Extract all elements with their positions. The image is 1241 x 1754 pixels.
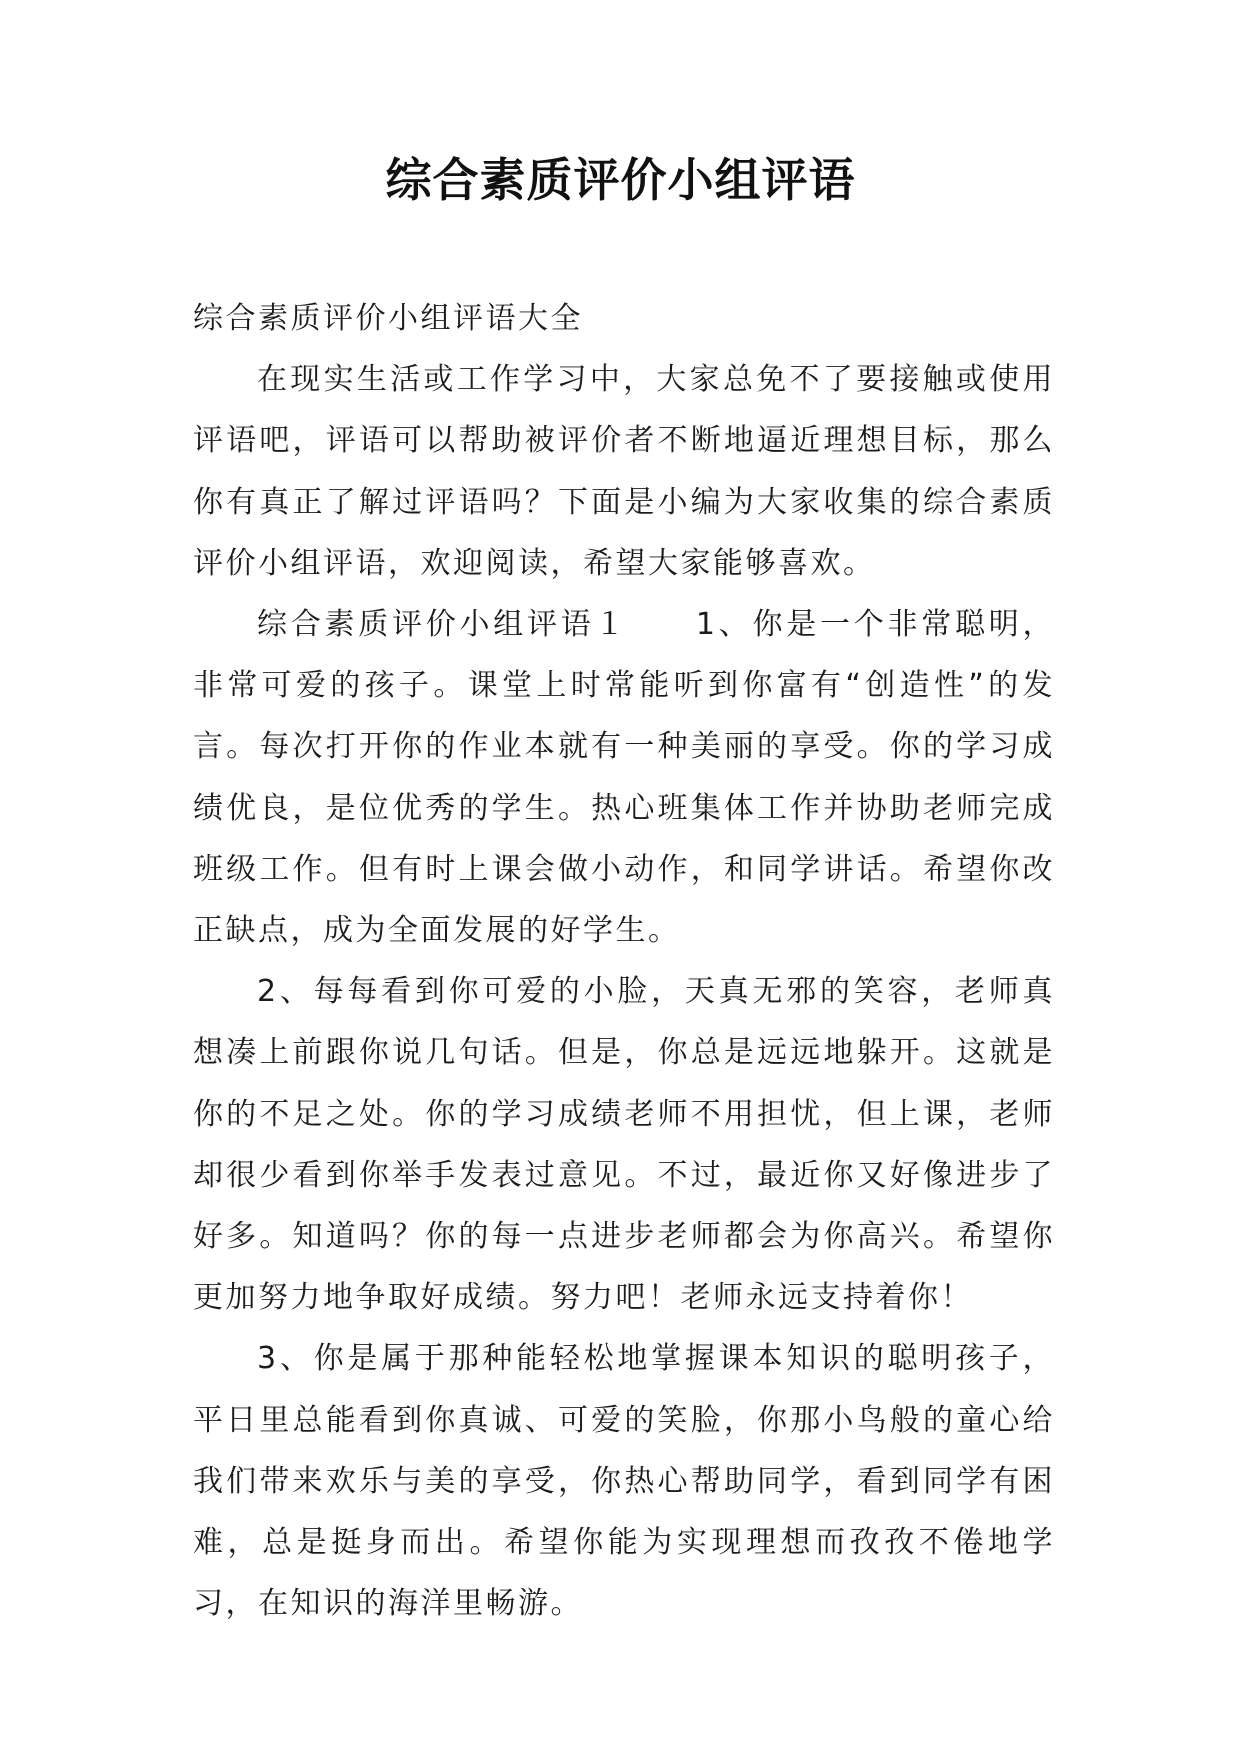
document-subtitle: 综合素质评价小组评语大全 (193, 301, 583, 336)
paragraph-comment-3: 3、你是属于那种能轻松地掌握课本知识的聪明孩子，平日里总能看到你真诚、可爱的笑脸，你那小鸟般的童心给我们带来欢乐与美的享受，你热心帮助同学，看到同学有困难，总是挺身而出。希望你能为实现理想而孜孜不倦地学习，在知识的海洋里畅游。 (193, 1341, 1055, 1622)
document-title: 综合素质评价小组评语 (385, 153, 856, 207)
paragraph-intro: 在现实生活或工作学习中，大家总免不了要接触或使用评语吧，评语可以帮助被评价者不断地逼近理想目标，那么你有真正了解过评语吗？下面是小编为大家收集的综合素质评价小组评语，欢迎阅读，希望大家能够喜欢。 (193, 362, 1055, 581)
paragraph-comment-2: 2、每每看到你可爱的小脸，天真无邪的笑容，老师真想凑上前跟你说几句话。但是，你总是远远地躲开。这就是你的不足之处。你的学习成绩老师不用担忧，但上课，老师却很少看到你举手发表过意见。不过，最近你又好像进步了好多。知道吗？你的每一点进步老师都会为你高兴。希望你更加努力地争取好成绩。努力吧！老师永远支持着你！ (193, 974, 1055, 1316)
paragraph-comment-1: 综合素质评价小组评语１ 1、你是一个非常聪明，非常可爱的孩子。课堂上时常能听到你富有“创造性”的发言。每次打开你的作业本就有一种美丽的享受。你的学习成绩优良，是位优秀的学生。热心班集体工作并协助老师完成班级工作。但有时上课会做小动作，和同学讲话。希望你改正缺点，成为全面发展的好学生。 (193, 607, 1055, 949)
document-body (193, 288, 1055, 1634)
